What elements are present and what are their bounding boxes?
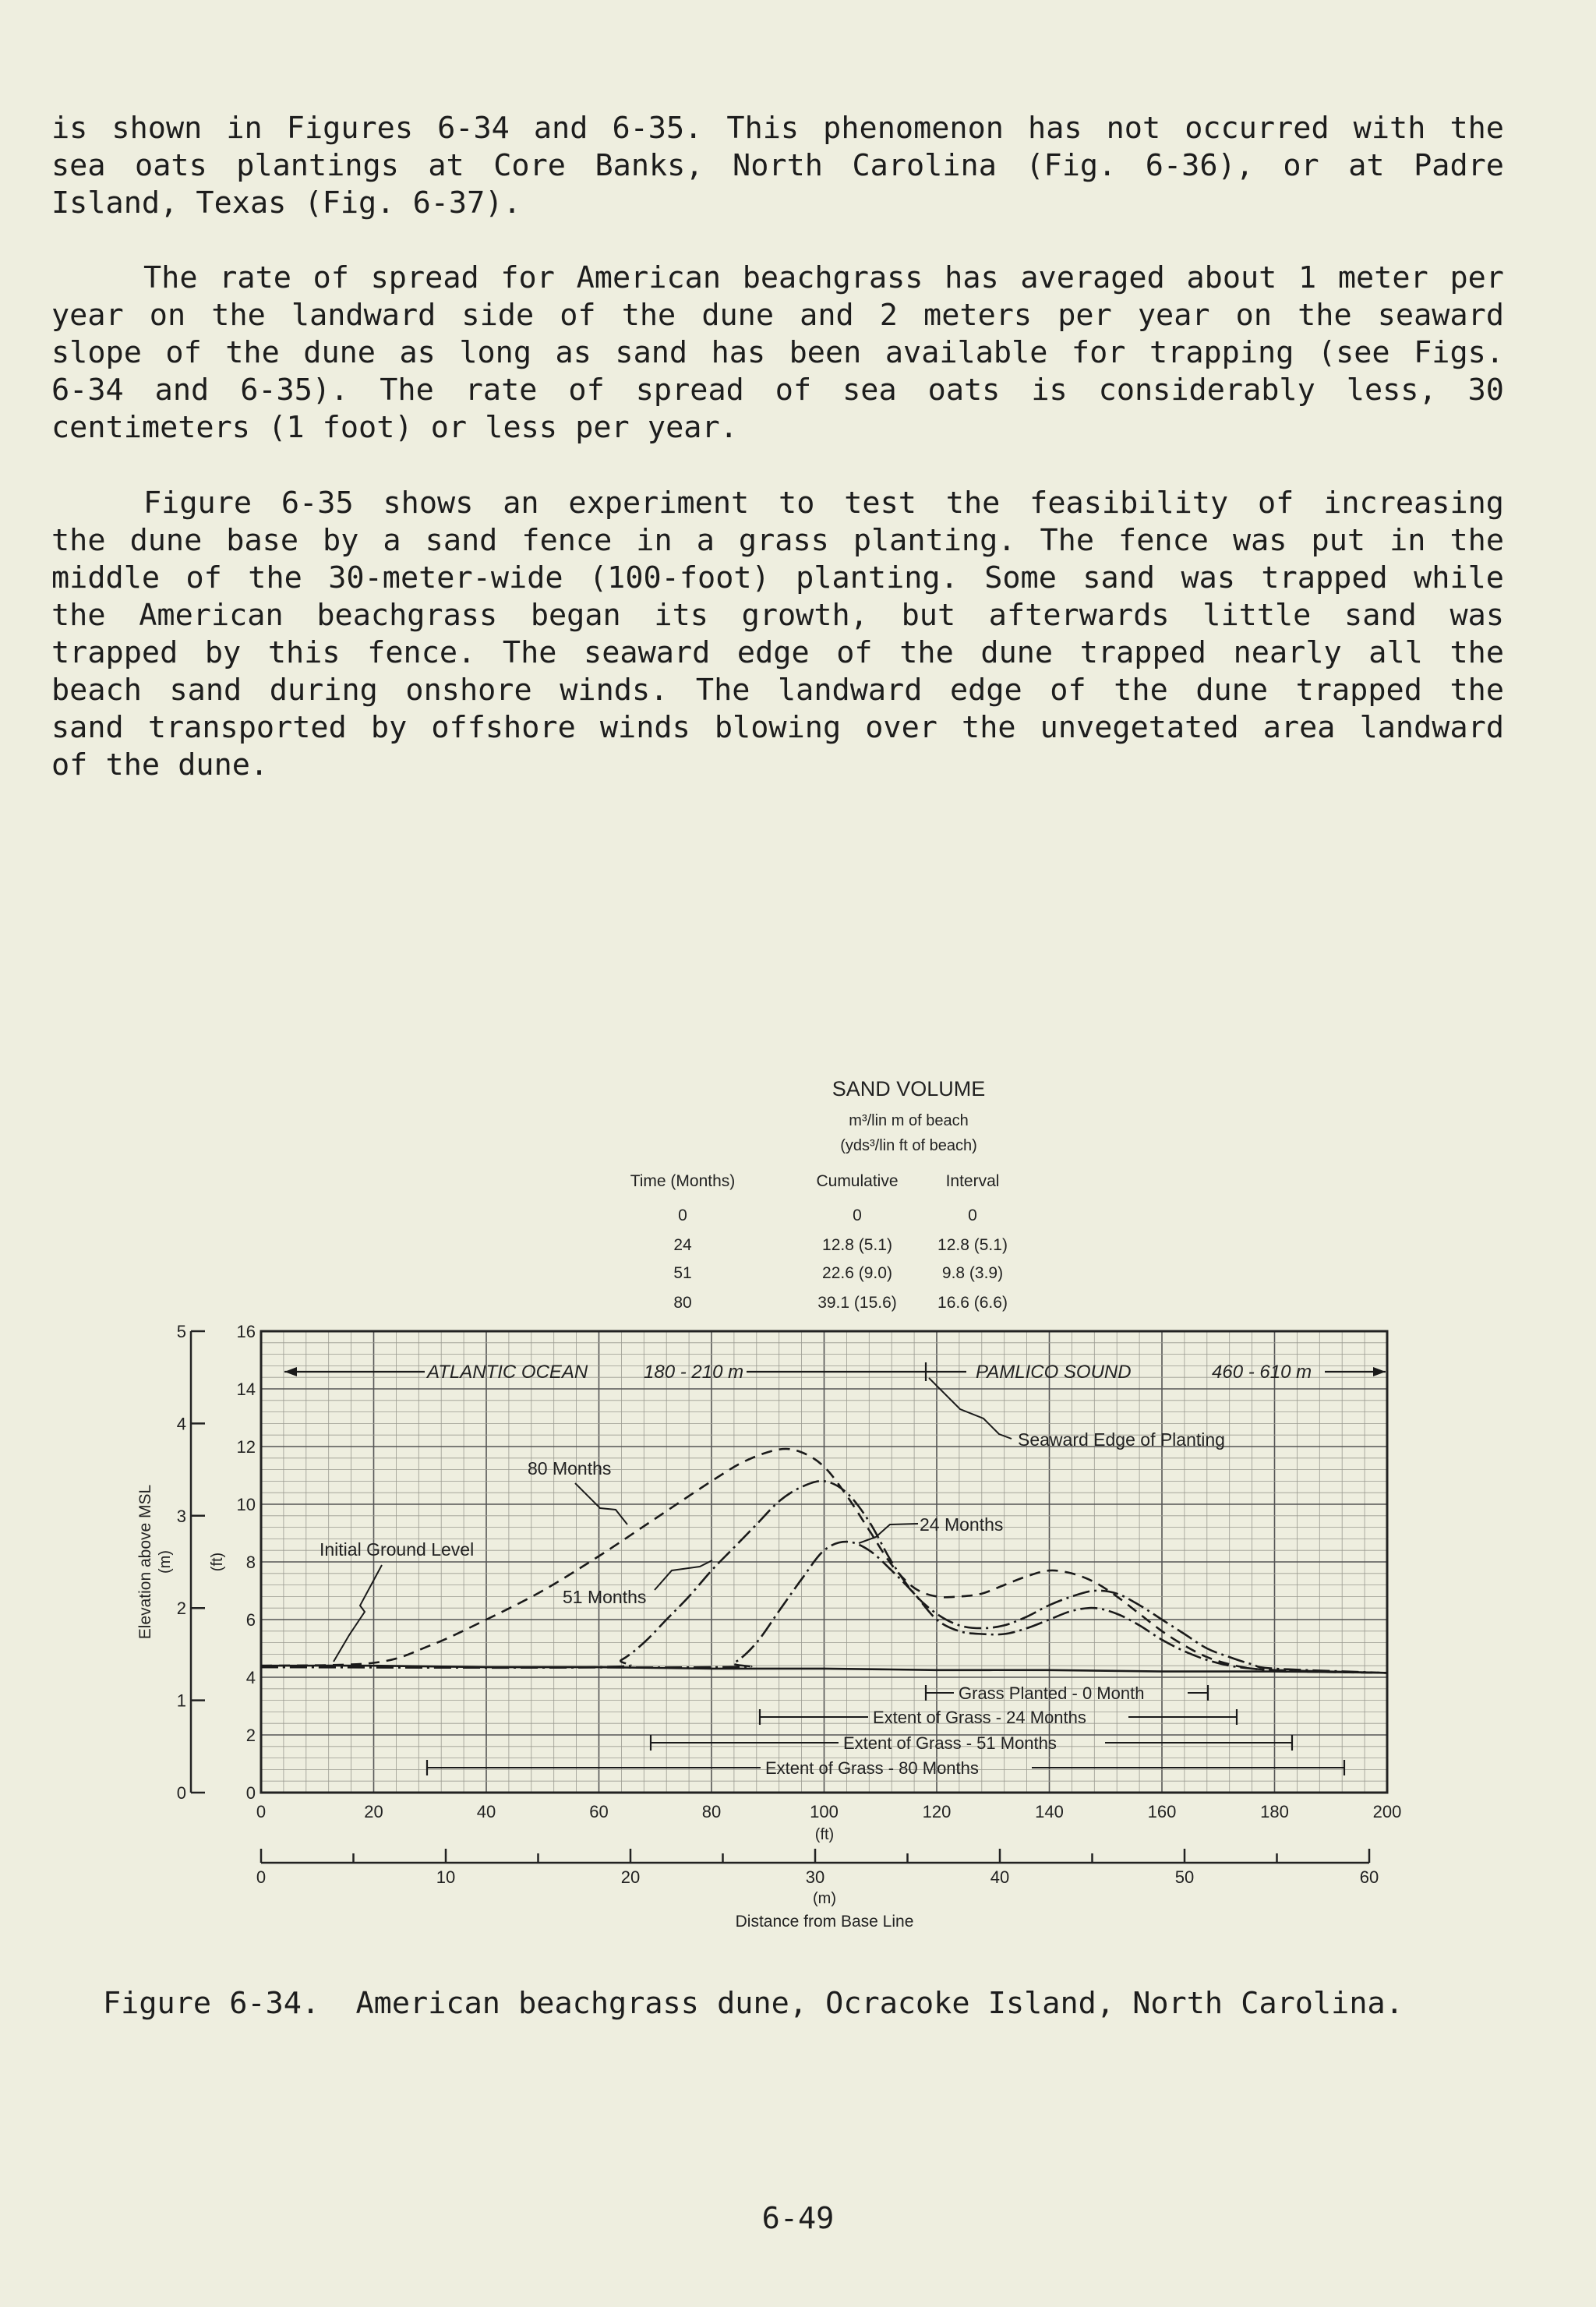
table-cell: 0 xyxy=(968,1206,977,1224)
y-tick-label-ft: 2 xyxy=(245,1726,256,1745)
x-tick-label-ft: 20 xyxy=(364,1802,383,1821)
figure-caption: Figure 6-34. American beachgrass dune, Ocracoke Island, North Carolina. xyxy=(103,1986,1404,2021)
table-header-interval: Interval xyxy=(945,1172,1000,1190)
table-cell: 0 xyxy=(678,1206,687,1224)
x-tick-label-ft: 140 xyxy=(1035,1802,1064,1821)
x-axis-label: Distance from Base Line xyxy=(735,1913,914,1931)
y-tick-label-ft: 16 xyxy=(236,1322,256,1341)
y-tick-label-m: 4 xyxy=(176,1414,186,1434)
text-line: sand transported by offshore winds blowing over the unvegetated area landward xyxy=(51,710,1504,745)
annotation-pamlico: PAMLICO SOUND xyxy=(976,1362,1132,1383)
y-tick-label-ft: 4 xyxy=(245,1668,256,1687)
table-cell: 51 xyxy=(673,1264,692,1282)
text-line: The rate of spread for American beachgrass has averaged about 1 meter per xyxy=(143,260,1504,295)
text-line: 6-34 and 6-35). The rate of spread of sea oats is considerably less, 30 xyxy=(51,373,1504,408)
annotation-m24: 24 Months xyxy=(920,1514,1004,1535)
text-line: the American beachgrass began its growth, but afterwards little sand was xyxy=(51,598,1504,633)
annotation-grass0: Grass Planted - 0 Month xyxy=(959,1683,1145,1703)
text-line: Island, Texas (Fig. 6-37). xyxy=(51,185,521,221)
annotation-m51: 51 Months xyxy=(563,1587,647,1607)
x-tick-label-m: 10 xyxy=(436,1867,456,1887)
table-cell: 22.6 (9.0) xyxy=(822,1264,892,1282)
table-header-cumulative: Cumulative xyxy=(816,1172,899,1190)
annotation-grass51: Extent of Grass - 51 Months xyxy=(843,1733,1057,1753)
x-tick-label-m: 20 xyxy=(620,1867,641,1887)
text-line: of the dune. xyxy=(51,747,269,783)
annotation-seaward_edge: Seaward Edge of Planting xyxy=(1018,1429,1225,1450)
text-line: the dune base by a sand fence in a grass planting. The fence was put in the xyxy=(51,523,1504,558)
table-cell: 80 xyxy=(673,1294,692,1312)
y-tick-label-m: 3 xyxy=(176,1506,186,1526)
annotation-atlantic: ATLANTIC OCEAN xyxy=(427,1362,588,1383)
x-unit-m: (m) xyxy=(813,1890,836,1907)
text-line: beach sand during onshore winds. The landward edge of the dune trapped the xyxy=(51,673,1504,708)
text-line: middle of the 30-meter-wide (100-foot) planting. Some sand was trapped while xyxy=(51,560,1504,595)
x-tick-label-ft: 120 xyxy=(922,1802,952,1821)
x-tick-label-m: 40 xyxy=(990,1867,1010,1887)
table-cell: 0 xyxy=(853,1206,862,1224)
annotation-initial: Initial Ground Level xyxy=(320,1539,475,1560)
plot-grid xyxy=(261,1331,1387,1793)
text-line: year on the landward side of the dune and 2 meters per year on the seaward xyxy=(51,298,1504,333)
arrow-head xyxy=(284,1367,297,1376)
y-tick-label-ft: 12 xyxy=(236,1437,256,1457)
x-tick-label-m: 0 xyxy=(256,1867,267,1887)
x-tick-label-ft: 80 xyxy=(701,1802,722,1821)
text-line: is shown in Figures 6-34 and 6-35. This phenomenon has not occurred with the xyxy=(51,111,1504,146)
annotation-atlantic_dist: 180 - 210 m xyxy=(644,1362,744,1383)
text-line: trapped by this fence. The seaward edge of the dune trapped nearly all the xyxy=(51,635,1504,670)
y-tick-label-ft: 14 xyxy=(236,1380,256,1399)
sand-volume-units-imperial: (yds³/lin ft of beach) xyxy=(840,1137,977,1154)
annotation-pamlico_dist: 460 - 610 m xyxy=(1212,1362,1312,1383)
y-tick-label-ft: 8 xyxy=(245,1553,256,1572)
table-cell: 39.1 (15.6) xyxy=(817,1294,897,1312)
y-tick-label-ft: 0 xyxy=(245,1783,256,1803)
annotation-leader xyxy=(859,1524,918,1543)
sand-volume-table xyxy=(630,1077,1008,1312)
x-tick-label-m: 50 xyxy=(1174,1867,1195,1887)
sand-volume-units-metric: m³/lin m of beach xyxy=(849,1112,969,1129)
table-cell: 12.8 (5.1) xyxy=(822,1236,892,1254)
annotation-leader xyxy=(334,1565,382,1662)
annotation-m80: 80 Months xyxy=(528,1458,612,1479)
x-tick-label-ft: 160 xyxy=(1147,1802,1177,1821)
y-unit-ft: (ft) xyxy=(209,1552,226,1572)
text-line: sea oats plantings at Core Banks, North Carolina (Fig. 6-36), or at Padre xyxy=(51,148,1504,183)
annotation-grass80: Extent of Grass - 80 Months xyxy=(765,1758,979,1778)
y-tick-label-m: 1 xyxy=(176,1691,186,1711)
y-tick-label-m: 2 xyxy=(176,1599,186,1619)
x-tick-label-ft: 60 xyxy=(589,1802,609,1821)
x-unit-ft: (ft) xyxy=(814,1826,835,1843)
x-tick-label-m: 60 xyxy=(1359,1867,1379,1887)
table-cell: 24 xyxy=(673,1236,692,1254)
y-tick-label-ft: 10 xyxy=(236,1495,256,1514)
text-line: Figure 6-35 shows an experiment to test the feasibility of increasing xyxy=(143,486,1504,521)
sand-volume-title: SAND VOLUME xyxy=(832,1077,986,1101)
x-tick-label-ft: 0 xyxy=(256,1802,267,1821)
table-cell: 16.6 (6.6) xyxy=(937,1294,1008,1312)
annotation-leader xyxy=(655,1560,712,1590)
text-line: centimeters (1 foot) or less per year. xyxy=(51,410,738,445)
y-unit-m: (m) xyxy=(157,1550,174,1574)
text-line: slope of the dune as long as sand has been available for trapping (see Figs. xyxy=(51,335,1504,370)
page-number: 6-49 xyxy=(761,2201,835,2236)
table-cell: 12.8 (5.1) xyxy=(937,1236,1008,1254)
table-cell: 9.8 (3.9) xyxy=(941,1264,1004,1282)
annotation-leader xyxy=(929,1378,1012,1439)
y-tick-label-ft: 6 xyxy=(245,1610,256,1630)
y-axis-label: Elevation above MSL xyxy=(136,1484,154,1640)
x-tick-label-ft: 40 xyxy=(476,1802,496,1821)
x-tick-label-ft: 200 xyxy=(1372,1802,1402,1821)
arrow-head xyxy=(1373,1367,1386,1376)
x-tick-label-ft: 180 xyxy=(1260,1802,1289,1821)
y-tick-label-m: 5 xyxy=(176,1322,186,1341)
x-tick-label-m: 30 xyxy=(805,1867,825,1887)
y-tick-label-m: 0 xyxy=(176,1783,186,1803)
table-header-time: Time (Months) xyxy=(630,1172,736,1190)
x-tick-label-ft: 100 xyxy=(810,1802,839,1821)
plot-annotations xyxy=(284,1362,1386,1778)
annotation-grass24: Extent of Grass - 24 Months xyxy=(873,1708,1086,1727)
